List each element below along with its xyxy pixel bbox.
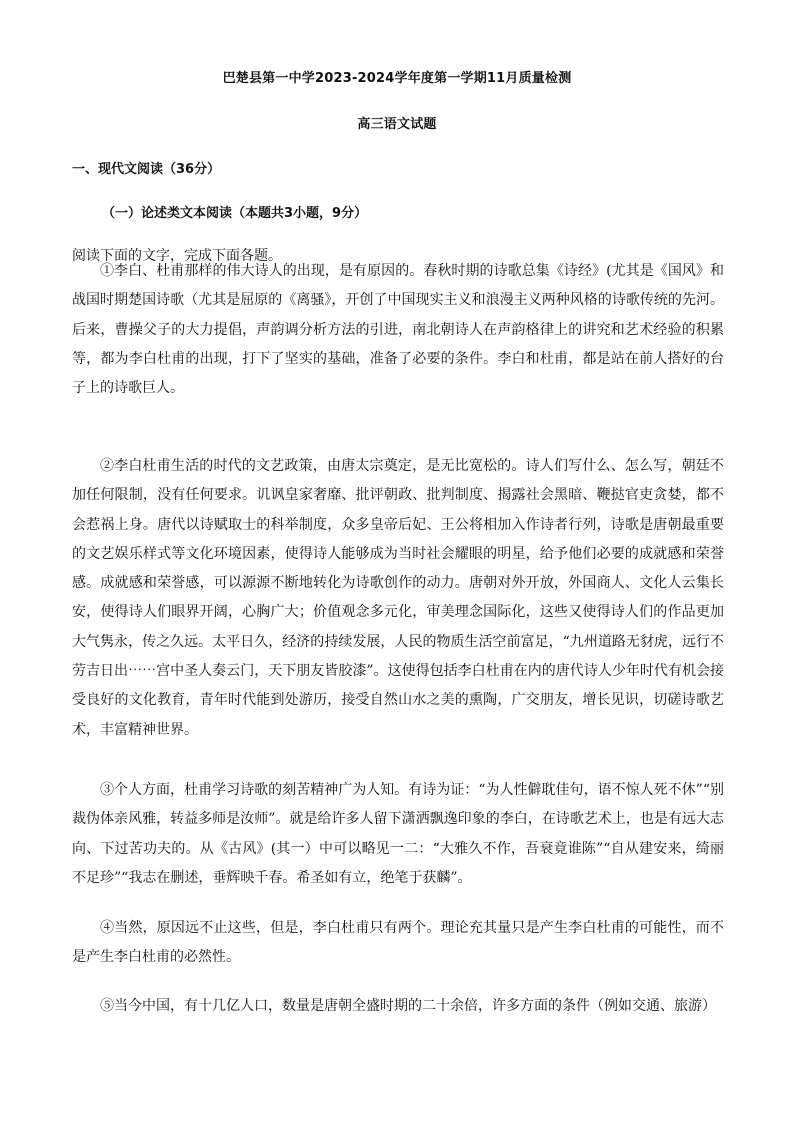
paragraph-4: ④当然，原因远不止这些，但是，李白杜甫只有两个。理论充其量只是产生李白杜甫的可能性，而不是产生李白杜甫的必然性。 [72, 920, 724, 966]
reading-instruction: 阅读下面的文字，完成下面各题。 [72, 248, 282, 264]
paragraph-5: ⑤当今中国，有十几亿人口，数量是唐朝全盛时期的二十余倍，许多方面的条件（例如交通、旅游） [100, 998, 716, 1014]
exam-title: 巴楚县第一中学2023-2024学年度第一学期11月质量检测 [222, 71, 572, 86]
section-heading: 一、现代文阅读（36分） [72, 162, 221, 177]
paragraph-1: ①李白、杜甫那样的伟大诗人的出现，是有原因的。春秋时期的诗歌总集《诗经》(尤其是《国风》和战国时期楚国诗歌（尤其是屈原的《离骚》，开创了中国现实主义和浪漫主义两种风格的诗歌传统的先河。后来，曹操父子的大力提倡，声韵调分析方法的引进，南北朝诗人在声韵格律上的讲究和艺术经验的积累等，都为李白杜甫的出现，打下了坚实的基础，准备了必要的条件。李白和杜甫，都是站在前人搭好的台子上的诗歌巨人。 [72, 263, 724, 397]
paragraph-3: ③个人方面，杜甫学习诗歌的刻苦精神广为人知。有诗为证：“为人性僻耽佳句，语不惊人死不休”“别裁伪体亲风雅，转益多师是汝师”。就是给许多人留下潇洒飘逸印象的李白，在诗歌艺术上，也是有远大志向、下过苦功夫的。从《古风》(其一）中可以略见一二：“大雅久不作，吾衰竟谁陈”“自从建安来，绮丽不足珍”“我志在删述，垂辉映千春。希圣如有立，绝笔于获麟”。 [72, 782, 724, 886]
paragraph-2: ②李白杜甫生活的时代的文艺政策，由唐太宗奠定，是无比宽松的。诗人们写什么、怎么写，朝廷不加任何限制，没有任何要求。讥讽皇家奢靡、批评朝政、批判制度、揭露社会黑暗、鞭挞官吏贪婪，都不会惹祸上身。唐代以诗赋取士的科举制度，众多皇帝后妃、王公将相加入作诗者行列，诗歌是唐朝最重要的文艺娱乐样式等文化环境因素，使得诗人能够成为当时社会耀眼的明星，给予他们必要的成就感和荣誉感。成就感和荣誉感，可以源源不断地转化为诗歌创作的动力。唐朝对外开放，外国商人、文化人云集长安，使得诗人们眼界开阔，心胸广大；价值观念多元化，审美理念国际化，这些又使得诗人们的作品更加大气隽永，传之久远。太平日久，经济的持续发展，人民的物质生活空前富足，“九州道路无豺虎，远行不劳吉日出⋯⋯宫中圣人奏云门，天下朋友皆胶漆”。这使得包括李白杜甫在内的唐代诗人少年时代有机会接受良好的文化教育，青年时代能到处游历，接受自然山水之美的熏陶，广交朋友，增长见识，切磋诗歌艺术，丰富精神世界。 [72, 458, 724, 738]
exam-subtitle: 高三语文试题 [357, 117, 437, 132]
subsection-heading: （一）论述类文本阅读（本题共3小题，9分） [102, 206, 368, 221]
